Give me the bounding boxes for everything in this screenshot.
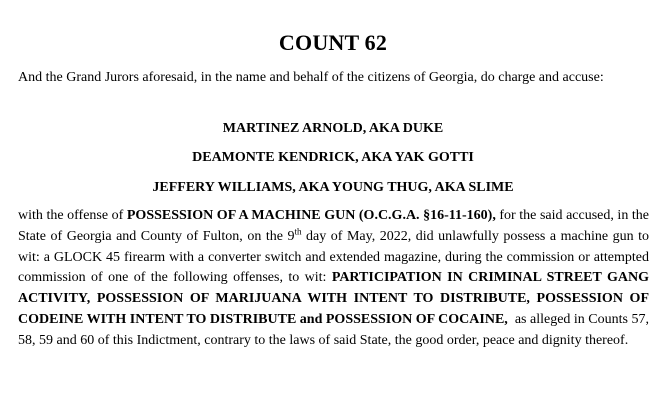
count-title: COUNT 62 <box>278 30 388 55</box>
charge-lead: with the offense of <box>18 208 127 223</box>
day-ordinal-suffix: th <box>294 226 302 237</box>
defendant-name: DEAMONTE KENDRICK, AKA YAK GOTTI <box>192 150 474 165</box>
charge-paragraph <box>18 206 653 352</box>
predicate-offenses: PARTICIPATION IN CRIMINAL STREET GANG ACTIVITY, POSSESSION OF MARIJUANA WITH INTENT TO DISTRIBUTE, POSSESSION OF CODEINE WITH INTENT TO DISTRIBUTE and POSSESSION OF COCAINE, <box>18 270 649 327</box>
defendant-name: MARTINEZ ARNOLD, AKA DUKE <box>222 121 444 136</box>
charge-date-text: for the said accused, in the State of Georgia and County of Fulton, on the 9 <box>18 208 649 244</box>
charge-closing: as alleged in Counts 57, 58, 59 and 60 of this Indictment, contrary to the laws of said State, the good order, peace and dignity thereof. <box>18 311 653 348</box>
offense-name: POSSESSION OF A MACHINE GUN (O.C.G.A. §16-11-160), <box>126 208 496 223</box>
defendant-name: JEFFERY WILLIAMS, AKA YOUNG THUG, AKA SLIME <box>152 180 514 195</box>
intro-paragraph: And the Grand Jurors aforesaid, in the name and behalf of the citizens of Georgia, do charge and accuse: <box>18 70 604 85</box>
charge-description: day of May, 2022, did unlawfully possess a machine gun to wit: a GLOCK 45 firearm with a converter switch and extended magazine, during the commission or attempted commission of one of the following offenses, to wit: <box>18 228 649 286</box>
